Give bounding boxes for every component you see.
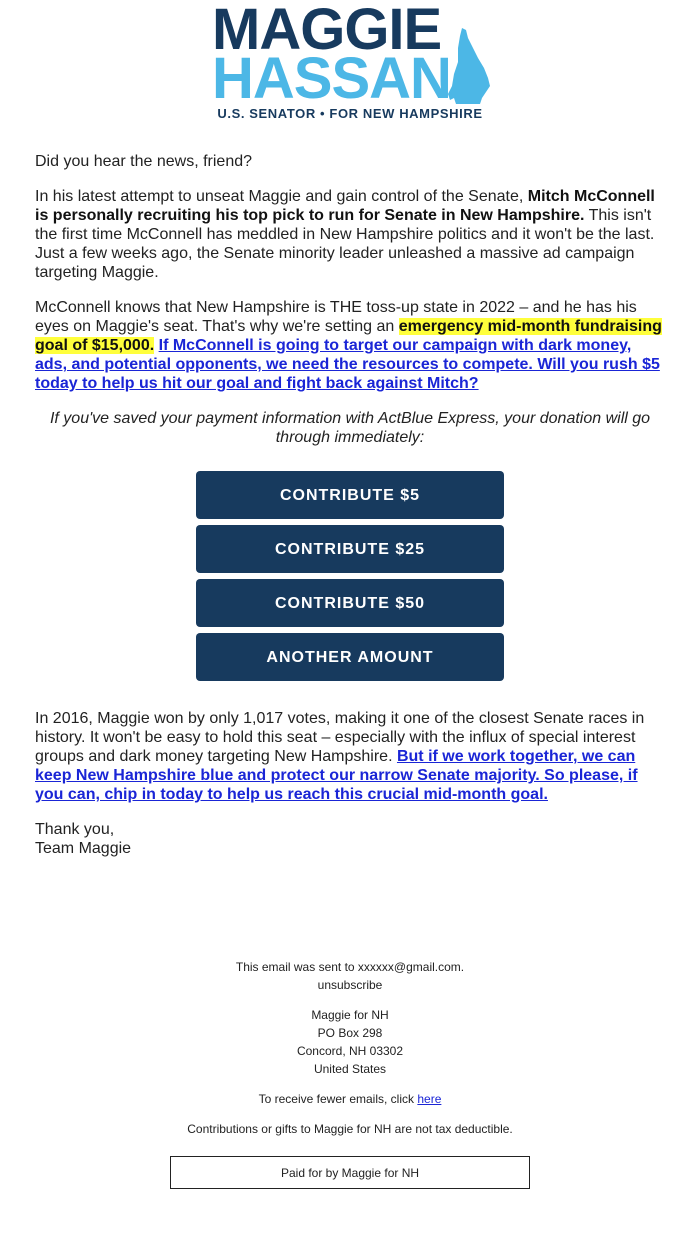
paragraph-1-intro: In his latest attempt to unseat Maggie and gain control of the Senate, (35, 188, 528, 205)
donate-link-2[interactable]: But if we work together, we can keep New Hampshire blue and protect our narrow Senate majority. So please, if you can, chip in today to help us reach this crucial mid-month goal. (35, 748, 638, 803)
email-footer (0, 958, 700, 1189)
fewer-emails-text: To receive fewer emails, click (258, 1092, 418, 1106)
contribute-5-button[interactable]: CONTRIBUTE $5 (196, 471, 504, 519)
fewer-emails-note (0, 1090, 700, 1108)
logo-tagline: U.S. SENATOR • FOR NEW HAMPSHIRE (217, 106, 483, 121)
fewer-emails-link[interactable]: here (417, 1092, 442, 1106)
signoff-signature: Team Maggie (35, 840, 132, 857)
email-body (35, 152, 665, 874)
paragraph-1-rest: This isn't the first time McConnell has meddled in New Hampshire politics and it won't be the last. Just a few weeks ago, the Senate minority leader unleashed a massive ad campaign targeting Maggie. (35, 207, 655, 281)
footer-org: Maggie for NH (311, 1008, 389, 1022)
contribute-50-button[interactable]: CONTRIBUTE $50 (196, 579, 504, 627)
paragraph-1 (35, 187, 665, 282)
paragraph-2-intro: McConnell knows that New Hampshire is THE toss-up state in 2022 – and he has his eyes on Maggie's seat. That's why we're setting an (35, 299, 637, 335)
another-amount-button[interactable]: ANOTHER AMOUNT (196, 633, 504, 681)
greeting: Did you hear the news, friend? (35, 153, 253, 170)
footer-sent-to: This email was sent to xxxxxx@gmail.com. (235, 960, 465, 974)
footer-recipient (0, 958, 700, 994)
paragraph-3 (35, 709, 665, 804)
fundraising-goal-highlight: emergency mid-month fundraising goal of $15,000. (35, 318, 662, 354)
donate-link-1[interactable]: If McConnell is going to target our campaign with dark money, ads, and potential opponents, we need the resources to compete. Will you rush $5 today to help us hit our goal and fight back against Mitch? (35, 337, 660, 392)
logo-last-name: HASSAN (212, 46, 451, 111)
unsubscribe-link[interactable]: unsubscribe (317, 978, 383, 992)
tax-note: Contributions or gifts to Maggie for NH are not tax deductible. (187, 1122, 513, 1136)
actblue-express-note: If you've saved your payment information with ActBlue Express, your donation will go through immediately: (49, 410, 651, 446)
footer-city: Concord, NH 03302 (296, 1044, 404, 1058)
footer-country: United States (313, 1062, 387, 1076)
contribution-buttons (35, 471, 665, 687)
paragraph-2 (35, 298, 665, 393)
new-hampshire-state-icon (448, 28, 490, 104)
footer-address (0, 1006, 700, 1078)
paragraph-1-bold: Mitch McConnell is personally recruiting his top pick to run for Senate in New Hampshire. (35, 188, 655, 224)
paragraph-3-intro: In 2016, Maggie won by only 1,017 votes, making it one of the closest Senate races in history. It won't be easy to hold this seat – especially with the influx of special interest groups and dark money targeting New Hampshire. (35, 710, 645, 765)
paid-for-disclaimer: Paid for by Maggie for NH (170, 1156, 530, 1189)
campaign-logo (0, 0, 700, 130)
footer-po-box: PO Box 298 (317, 1026, 383, 1040)
contribute-25-button[interactable]: CONTRIBUTE $25 (196, 525, 504, 573)
logo-first-name: MAGGIE (212, 0, 442, 62)
signoff-thanks: Thank you, (35, 821, 115, 838)
signoff (35, 820, 665, 858)
